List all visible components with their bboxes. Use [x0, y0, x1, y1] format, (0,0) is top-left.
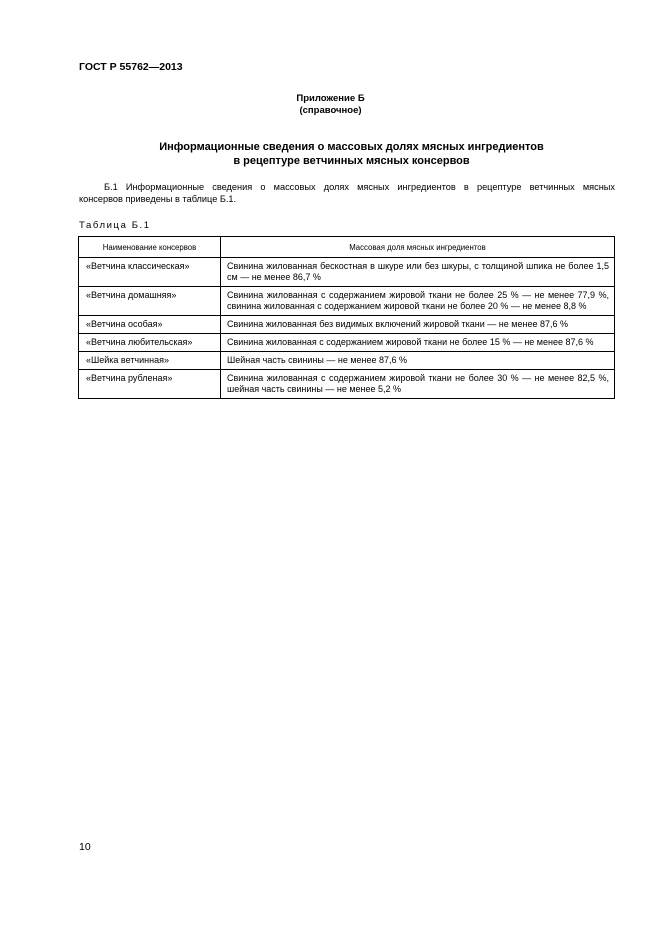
- product-name-cell: «Ветчина рубленая»: [79, 370, 221, 399]
- product-name-cell: «Ветчина особая»: [79, 316, 221, 334]
- meat-share-cell: Свинина жилованная с содержанием жировой ткани не более 30 % — не менее 82,5 %, шейная часть свинины — не менее 5,2 %: [221, 370, 615, 399]
- standard-code: ГОСТ Р 55762—2013: [79, 61, 183, 73]
- table-row: [79, 316, 615, 334]
- table-header-row: [79, 237, 615, 258]
- page-number: 10: [79, 841, 91, 853]
- header-product-name: Наименование консервов: [79, 237, 221, 258]
- intro-line-1: Б.1 Информационные сведения о массовых долях мясных ингредиентов в рецептуре ветчинных мясных: [104, 182, 615, 192]
- appendix-type: (справочное): [299, 105, 362, 116]
- table-row: [79, 258, 615, 287]
- intro-paragraph: [79, 181, 615, 205]
- meat-share-cell: Свинина жилованная бескостная в шкуре или без шкуры, с толщиной шпика не более 1,5 см — не менее 86,7 %: [221, 258, 615, 287]
- product-name-cell: «Ветчина любительская»: [79, 334, 221, 352]
- table-caption: Таблица Б.1: [79, 220, 151, 231]
- table-row: [79, 287, 615, 316]
- product-name-cell: «Шейка ветчинная»: [79, 352, 221, 370]
- meat-share-cell: Свинина жилованная с содержанием жировой ткани не более 25 % — не менее 77,9 %, свинина жилованная с содержанием жировой ткани не более 20 % — не менее 8,8 %: [221, 287, 615, 316]
- document-title-line-2: в рецептуре ветчинных мясных консервов: [233, 155, 470, 167]
- meat-share-cell: Шейная часть свинины — не менее 87,6 %: [221, 352, 615, 370]
- meat-share-cell: Свинина жилованная с содержанием жировой ткани не более 15 % — не менее 87,6 %: [221, 334, 615, 352]
- document-title-line-1: Информационные сведения о массовых долях мясных ингредиентов: [159, 141, 544, 153]
- header-meat-share: Массовая доля мясных ингредиентов: [221, 237, 615, 258]
- table-row: [79, 334, 615, 352]
- intro-line-2: консервов приведены в таблице Б.1.: [79, 194, 237, 204]
- appendix-title: Приложение Б: [296, 93, 365, 104]
- table-row: [79, 352, 615, 370]
- table-row: [79, 370, 615, 399]
- ingredients-table: [78, 236, 615, 399]
- product-name-cell: «Ветчина домашняя»: [79, 287, 221, 316]
- meat-share-cell: Свинина жилованная без видимых включений жировой ткани — не менее 87,6 %: [221, 316, 615, 334]
- product-name-cell: «Ветчина классическая»: [79, 258, 221, 287]
